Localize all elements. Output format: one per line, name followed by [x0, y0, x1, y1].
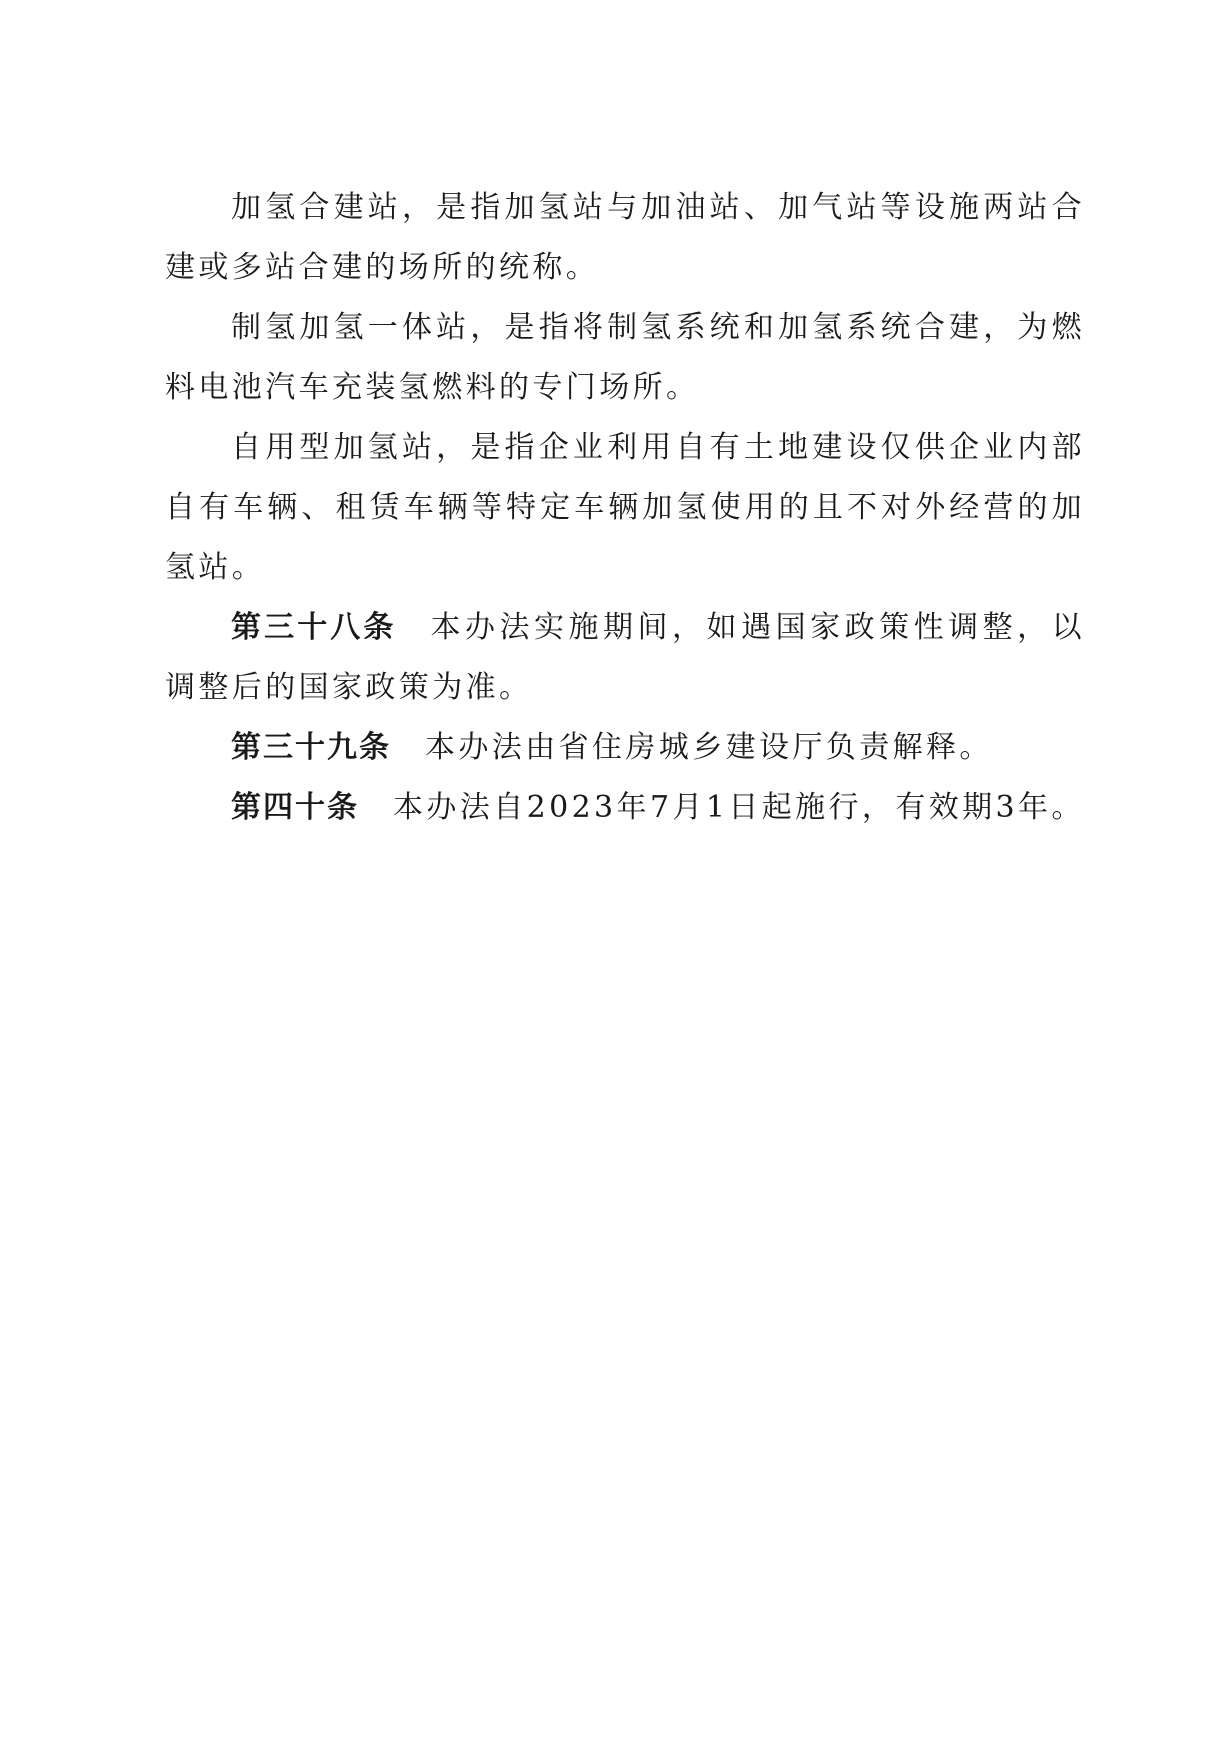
- paragraph-text: 本办法由省住房城乡建设厅负责解释。: [425, 730, 993, 765]
- paragraph-text: 制氢加氢一体站，是指将制氢系统和加氢系统合建，为燃料电池汽车充装氢燃料的专门场所。: [165, 310, 1085, 405]
- paragraph-text: 本办法实施期间，如遇国家政策性调整，以调整后的国家政策为准。: [165, 610, 1086, 705]
- definition-paragraph-integrated-station: [165, 298, 1085, 418]
- paragraph-text: 本办法自2023年7月1日起施行，有效期3年。: [393, 790, 1085, 825]
- article-number: 第三十九条: [231, 730, 391, 765]
- document-body: [165, 178, 1085, 838]
- paragraph-text: 自用型加氢站，是指企业利用自有土地建设仅供企业内部自有车辆、租赁车辆等特定车辆加氢使用的且不对外经营的加氢站。: [165, 430, 1085, 585]
- article-40-paragraph: [165, 778, 1085, 838]
- definition-paragraph-self-use-station: [165, 418, 1085, 598]
- paragraph-text: 加氢合建站，是指加氢站与加油站、加气站等设施两站合建或多站合建的场所的统称。: [165, 190, 1085, 285]
- article-number: 第四十条: [231, 790, 359, 825]
- article-number: 第三十八条: [231, 610, 397, 645]
- article-38-paragraph: [165, 598, 1085, 718]
- article-39-paragraph: [165, 718, 1085, 778]
- definition-paragraph-hydrogen-combined-station: [165, 178, 1085, 298]
